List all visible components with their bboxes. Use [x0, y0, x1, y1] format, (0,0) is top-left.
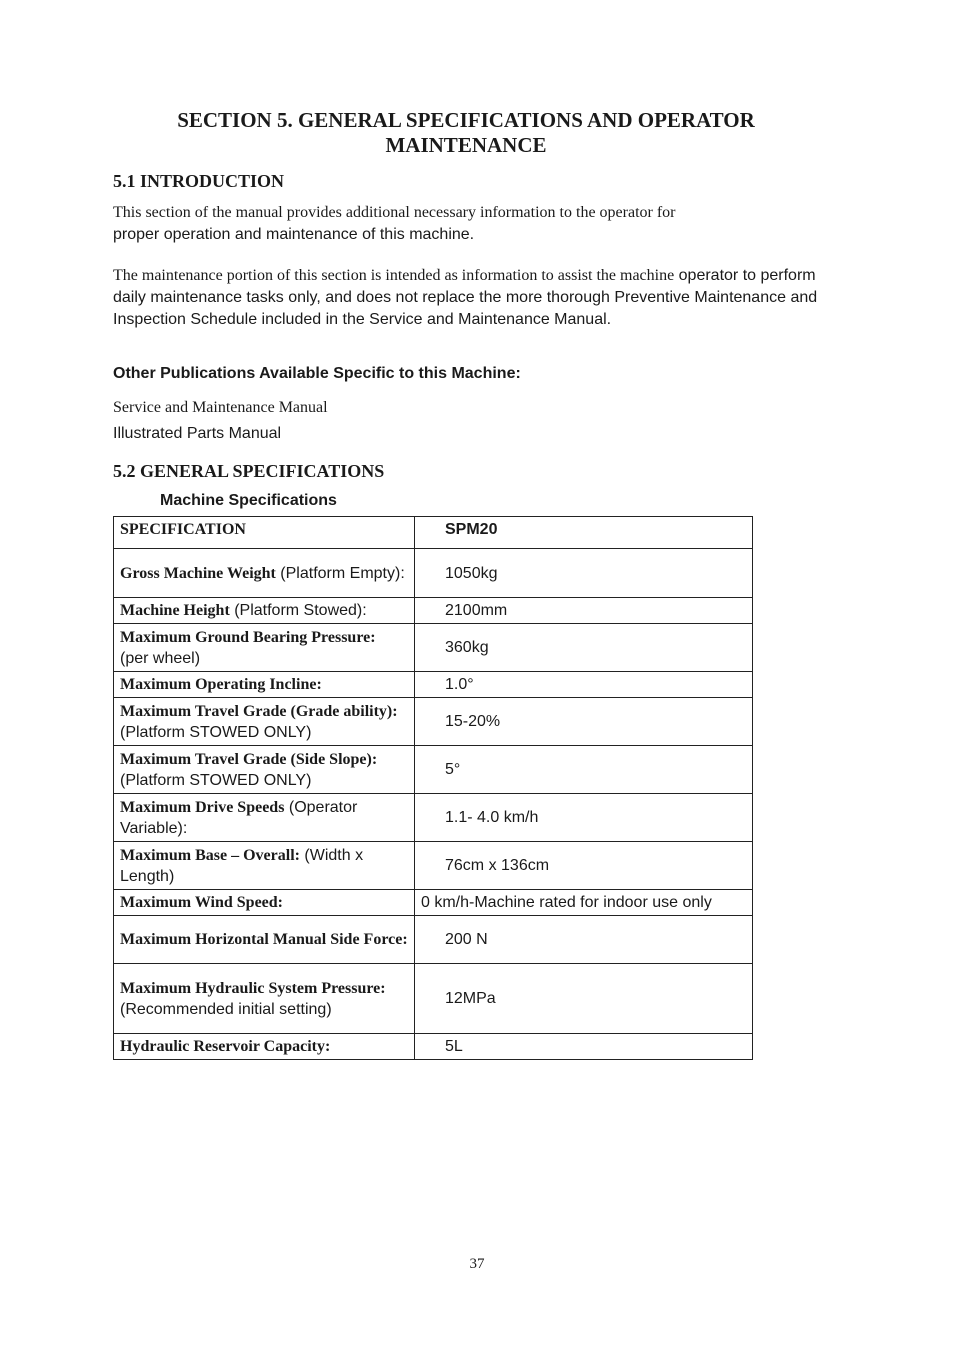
spec-label-bold: Maximum Horizontal Manual Side Force: [120, 931, 408, 948]
spec-label-bold: Gross Machine Weight [120, 564, 276, 582]
publication-item: Illustrated Parts Manual [113, 425, 282, 442]
table-row [114, 549, 753, 598]
spec-label-bold: Hydraulic Reservoir Capacity: [120, 1038, 331, 1055]
spec-label [114, 964, 415, 1034]
specifications-table [113, 516, 753, 1060]
spec-label-bold: Maximum Travel Grade (Grade ability): [120, 702, 398, 720]
spec-value: 1.1- 4.0 km/h [415, 794, 753, 842]
intro-p1-serif: This section of the manual provides additional necessary information to the operator for [113, 204, 676, 221]
column-header-specification: SPECIFICATION [114, 517, 415, 549]
table-header-row [114, 517, 753, 549]
spec-label-bold: Maximum Hydraulic System Pressure: [120, 979, 386, 997]
intro-p2-sans: operator to perform daily maintenance tasks only, and does not replace the more thorough Preventive Maintenance and Inspection Schedule included in the Service and Maintenance Manual. [113, 267, 818, 328]
spec-label [114, 890, 415, 916]
spec-label-bold: Maximum Operating Incline: [120, 676, 322, 693]
publications-list [113, 395, 328, 447]
spec-label-note: (Width x Length) [120, 846, 364, 885]
spec-label [114, 624, 415, 672]
column-header-model: SPM20 [415, 517, 753, 549]
spec-label [114, 598, 415, 624]
spec-label-bold: Machine Height [120, 602, 230, 619]
spec-label [114, 672, 415, 698]
spec-label-note: (Platform STOWED ONLY) [120, 771, 312, 789]
spec-label-note: (Platform Stowed): [229, 602, 367, 619]
intro-p2-serif: The maintenance portion of this section is intended as information to assist the machine [113, 267, 675, 284]
introduction-paragraph-2 [113, 265, 833, 331]
table-row [114, 598, 753, 624]
spec-label [114, 698, 415, 746]
publications-heading: Other Publications Available Specific to this Machine: [113, 365, 521, 382]
spec-value: 1050kg [415, 549, 753, 598]
spec-label [114, 794, 415, 842]
publication-item: Service and Maintenance Manual [113, 399, 328, 416]
spec-label-bold: Maximum Base – Overall: [120, 846, 300, 864]
table-row [114, 624, 753, 672]
table-row [114, 672, 753, 698]
spec-label [114, 549, 415, 598]
introduction-paragraph-1 [113, 202, 833, 246]
table-row [114, 746, 753, 794]
spec-label-bold: Maximum Travel Grade (Side Slope): [120, 750, 378, 768]
table-row [114, 698, 753, 746]
general-specifications-heading: 5.2 GENERAL SPECIFICATIONS [113, 461, 385, 481]
spec-label-bold: Maximum Wind Speed: [120, 894, 283, 911]
spec-value: 76cm x 136cm [415, 842, 753, 890]
intro-p1-sans: proper operation and maintenance of this machine. [113, 226, 475, 243]
table-row [114, 1034, 753, 1060]
spec-value: 1.0° [415, 672, 753, 698]
spec-value: 360kg [415, 624, 753, 672]
spec-label [114, 1034, 415, 1060]
spec-label-note: (Recommended initial setting) [120, 1000, 332, 1018]
spec-value: 5° [415, 746, 753, 794]
table-row [114, 964, 753, 1034]
spec-label [114, 842, 415, 890]
table-row [114, 890, 753, 916]
spec-value: 12MPa [415, 964, 753, 1034]
spec-label-note: (per wheel) [120, 649, 201, 667]
table-row [114, 916, 753, 964]
spec-label [114, 916, 415, 964]
section-title [113, 108, 819, 158]
spec-label-note: (Platform Empty): [275, 564, 405, 582]
section-title-line-1: SECTION 5. GENERAL SPECIFICATIONS AND OPERATOR [177, 108, 755, 132]
spec-label [114, 746, 415, 794]
spec-value: 15-20% [415, 698, 753, 746]
spec-value: 200 N [415, 916, 753, 964]
page-number: 37 [469, 1256, 485, 1272]
spec-value: 2100mm [415, 598, 753, 624]
table-caption: Machine Specifications [160, 492, 337, 509]
section-title-line-2: MAINTENANCE [385, 133, 547, 157]
introduction-heading: 5.1 INTRODUCTION [113, 171, 285, 191]
table-row [114, 794, 753, 842]
spec-label-bold: Maximum Ground Bearing Pressure: [120, 628, 376, 646]
spec-value: 5L [415, 1034, 753, 1060]
spec-label-note: (Platform STOWED ONLY) [120, 723, 312, 741]
spec-label-note: (Operator Variable): [120, 798, 358, 837]
spec-value: 0 km/h-Machine rated for indoor use only [415, 890, 753, 916]
spec-label-bold: Maximum Drive Speeds [120, 798, 285, 816]
table-row [114, 842, 753, 890]
